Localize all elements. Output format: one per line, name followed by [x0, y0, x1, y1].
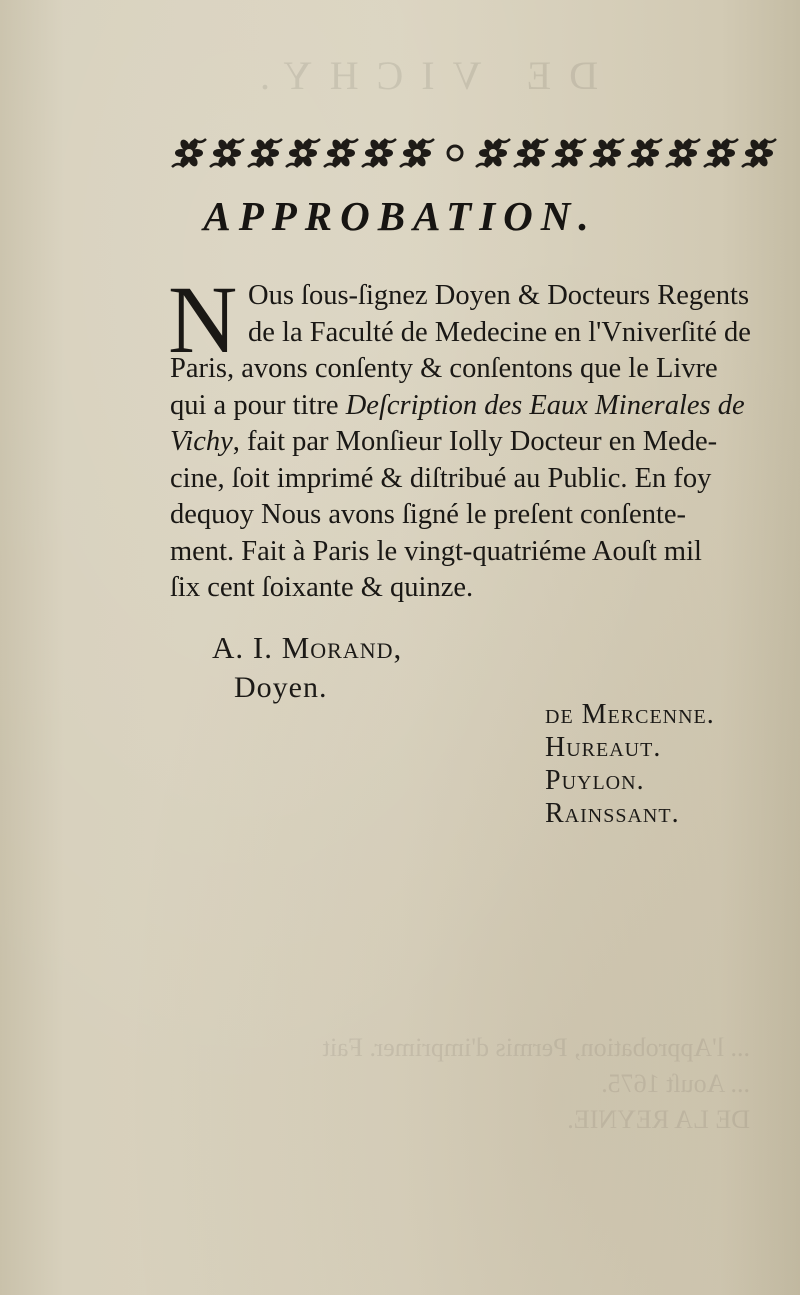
text-fragment: , fait par Monſieur Iolly Docteur en Mede- [232, 426, 718, 457]
ornament-flower [590, 138, 624, 168]
text-line: cine, ſoit imprimé & diſtribué au Public. En foy [170, 462, 712, 494]
ornament-flower [628, 138, 662, 168]
ornament-flower [666, 138, 700, 168]
page-title: APPROBATION. [203, 193, 597, 239]
ornament-flower [704, 138, 738, 168]
text-line: dequoy Nous avons ſigné le preſent conſente- [170, 499, 687, 530]
text-line [170, 424, 770, 461]
dean-name: A. I. Morand, [212, 630, 403, 665]
text-line: Paris, avons conſenty & conſentons que le Livre [170, 353, 718, 384]
ornament-flower [742, 138, 776, 168]
text-line: Ous ſous-ſignez Doyen & Docteurs Regents [248, 280, 750, 311]
dean-role: Doyen. [234, 671, 328, 704]
drop-cap: N [168, 266, 238, 373]
text-fragment: qui a pour titre [170, 389, 339, 421]
book-title-fragment: Deſcription des Eaux Minerales de [345, 389, 745, 421]
text-line: de la Faculté de Medecine en l'Vniverſité de [248, 316, 751, 348]
doctors-signatures [545, 698, 715, 830]
dean-signature [212, 628, 402, 708]
ornament-flower [172, 138, 206, 168]
signatory-name: Rainssant. [545, 798, 680, 829]
ornament-flower [286, 138, 320, 168]
signatory-name: Hureaut. [545, 732, 662, 763]
approbation-text [168, 266, 770, 607]
bleed-through-text: ... l'Approbation, Permis d'imprimer. Fait ... Aouſt 1675. DE LA REYNIE. [322, 1033, 750, 1134]
ornament-flower [248, 138, 282, 168]
ornament-flower [514, 138, 548, 168]
text-line: ment. Fait à Paris le vingt-quatriéme Aouſt mil [170, 535, 702, 567]
text-line [170, 388, 770, 425]
ornament-flower [400, 138, 434, 168]
ornament-flower [362, 138, 396, 168]
bleed-through-header: DE VICHY. [241, 53, 599, 98]
floral-band-icon [170, 128, 778, 178]
signatory-name: de Mercenne. [545, 699, 715, 730]
ornament-flower [552, 138, 586, 168]
floral-band-ornament [170, 128, 778, 178]
book-title-fragment: Vichy [170, 426, 233, 457]
ornament-flower [324, 138, 358, 168]
ornament-center-ring [448, 146, 462, 160]
ornament-flower [476, 138, 510, 168]
signatory-name: Puylon. [545, 765, 645, 796]
ornament-flower [210, 138, 244, 168]
text-line: ſix cent ſoixante & quinze. [170, 572, 474, 603]
